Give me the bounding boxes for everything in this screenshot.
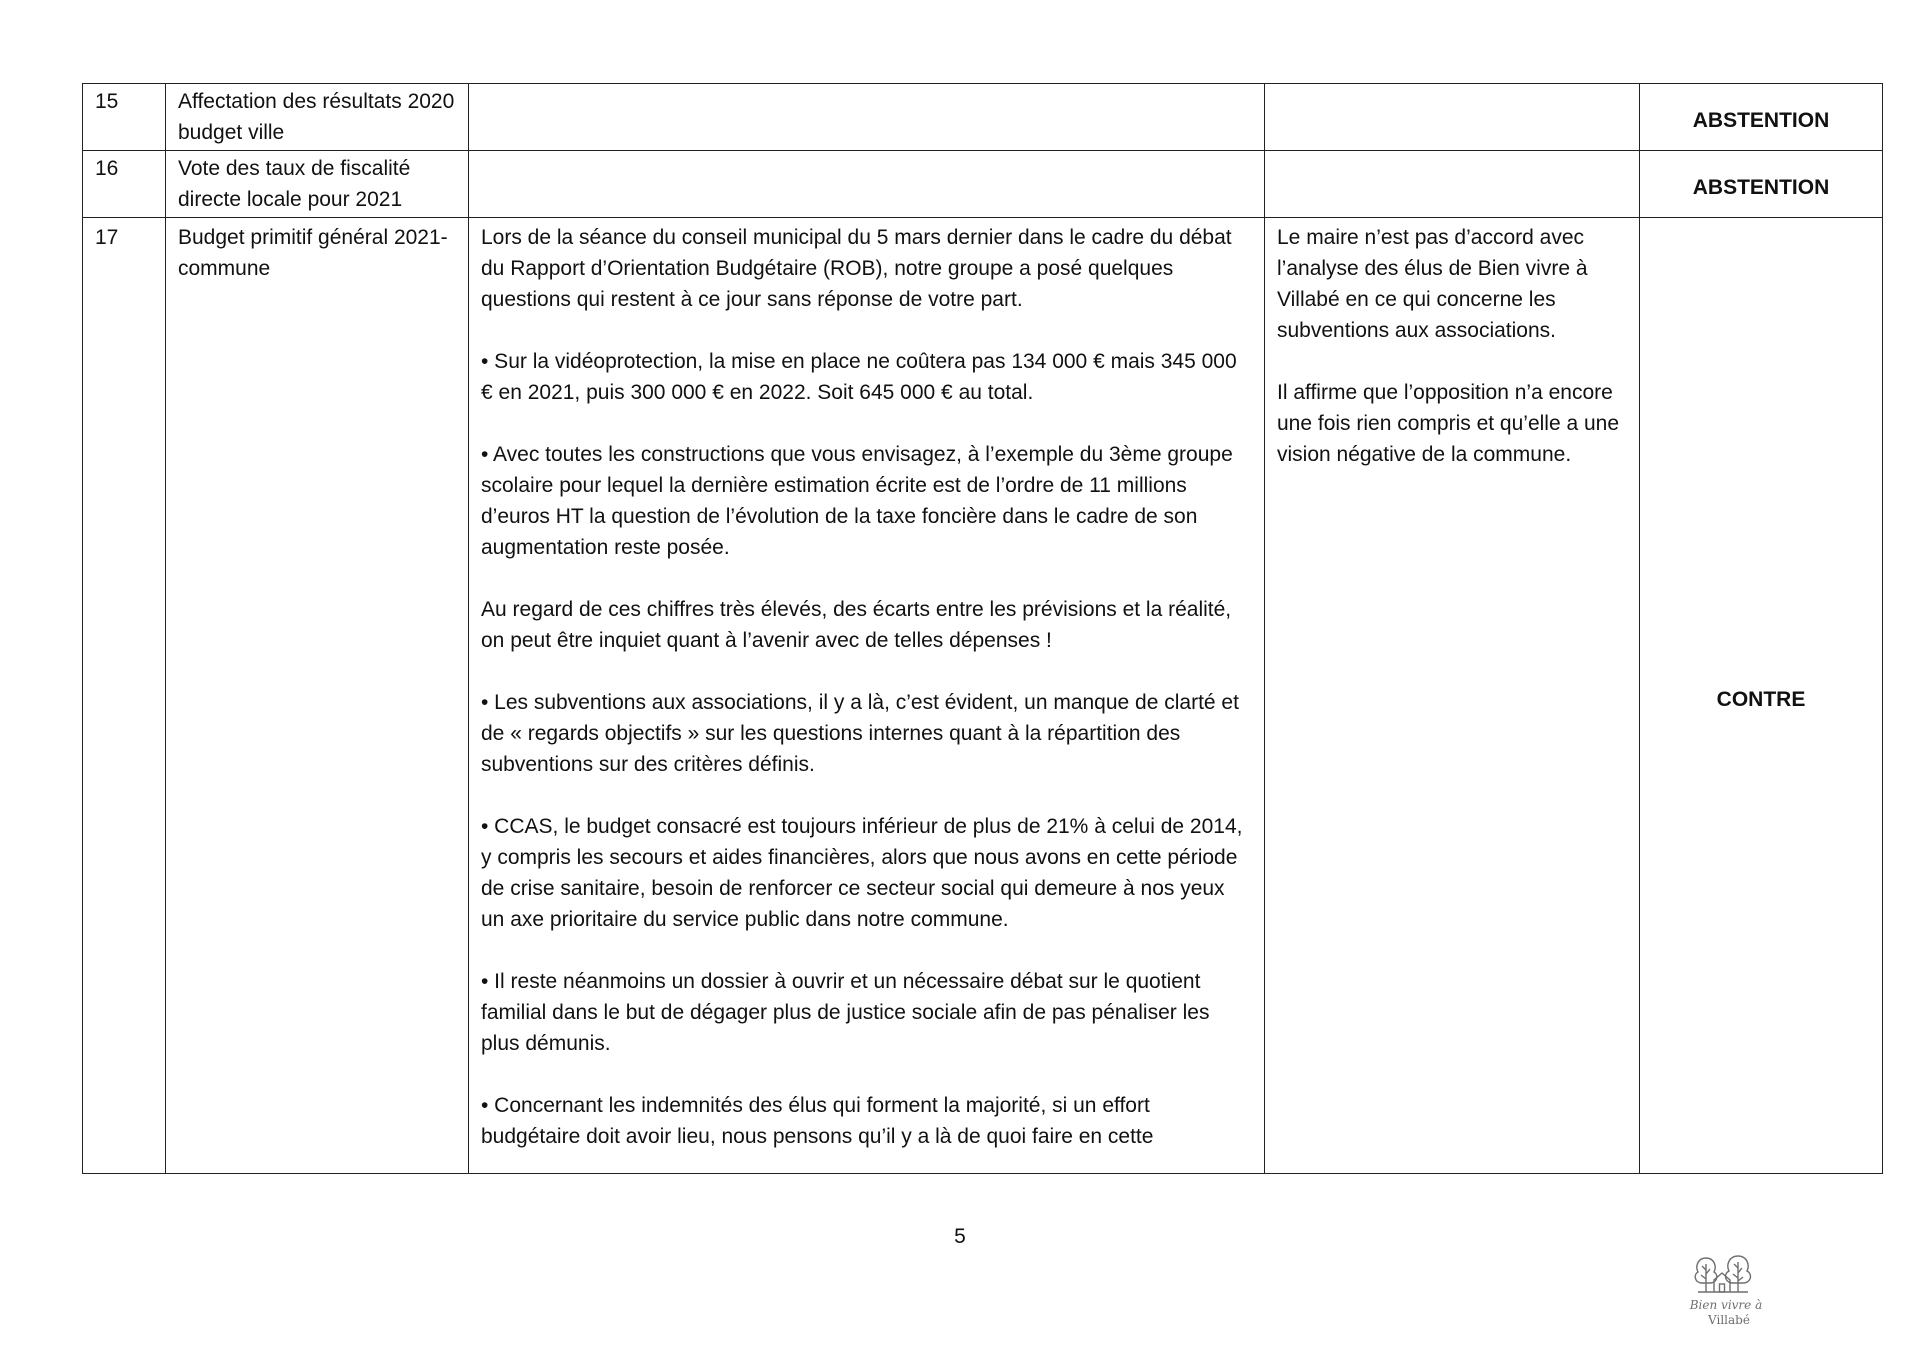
table-row <box>83 218 1883 1174</box>
row-subject: Vote des taux de fiscalité directe locale pour 2021 <box>166 151 469 218</box>
row-vote <box>1640 84 1883 151</box>
row-comment <box>469 84 1265 151</box>
row-vote <box>1640 151 1883 218</box>
comment-paragraph: • CCAS, le budget consacré est toujours inférieur de plus de 21% à celui de 2014, y compris les secours et aides financières, alors que nous avons en cette période de crise sanitaire, besoin de renforcer ce secteur social qui demeure à nos yeux un axe prioritaire du service public dans notre commune. <box>481 815 1249 931</box>
response-paragraph: Il affirme que l’opposition n’a encore une fois rien compris et qu’elle a une vision négative de la commune. <box>1277 381 1625 466</box>
comment-paragraph: Au regard de ces chiffres très élevés, des écarts entre les prévisions et la réalité, on peut être inquiet quant à l’avenir avec de telles dépenses ! <box>481 598 1237 652</box>
row-response <box>1265 151 1640 218</box>
row-subject: Budget primitif général 2021-commune <box>166 218 469 1174</box>
logo-text-line1: Bien vivre à <box>1689 1298 1763 1312</box>
comment-paragraph: • Sur la vidéoprotection, la mise en place ne coûtera pas 134 000 € mais 345 000 € en 2021, puis 300 000 € en 2022. Soit 645 000 € au total. <box>481 350 1243 404</box>
row-number: 17 <box>83 218 166 1174</box>
row-vote <box>1640 218 1883 1174</box>
row-response <box>1265 218 1640 1174</box>
page-number: 5 <box>954 1225 966 1248</box>
comment-paragraph: • Les subventions aux associations, il y a là, c’est évident, un manque de clarté et de « regards objectifs » sur les questions internes quant à la répartition des subventions sur des critères définis. <box>481 691 1245 776</box>
row-number: 15 <box>83 84 166 151</box>
table-row <box>83 151 1883 218</box>
row-subject: Affectation des résultats 2020 budget ville <box>166 84 469 151</box>
vote-label: CONTRE <box>1716 688 1806 711</box>
comment-paragraph: Lors de la séance du conseil municipal du 5 mars dernier dans le cadre du débat du Rapport d’Orientation Budgétaire (ROB), notre groupe a posé quelques questions qui restent à ce jour sans réponse de votre part. <box>481 226 1238 311</box>
comment-paragraph: • Avec toutes les constructions que vous envisagez, à l’exemple du 3ème groupe scolaire pour lequel la dernière estimation écrite est de l’ordre de 11 millions d’euros HT la question de l’évolution de la taxe foncière dans le cadre de son augmentation reste posée. <box>481 443 1239 559</box>
bien-vivre-logo <box>1676 1250 1776 1328</box>
comment-paragraph: • Il reste néanmoins un dossier à ouvrir et un nécessaire débat sur le quotient familial dans le but de dégager plus de justice sociale afin de pas pénaliser les plus démunis. <box>481 970 1216 1055</box>
vote-label: ABSTENTION <box>1692 108 1830 132</box>
row-number: 16 <box>83 151 166 218</box>
deliberations-table <box>82 83 1883 1174</box>
logo-text-line2: Villabé <box>1708 1313 1750 1327</box>
row-comment <box>469 218 1265 1174</box>
response-paragraph: Le maire n’est pas d’accord avec l’analyse des élus de Bien vivre à Villabé en ce qui concerne les subventions aux associations. <box>1277 226 1594 342</box>
row-comment <box>469 151 1265 218</box>
trees-house-logo-icon <box>1676 1250 1776 1328</box>
vote-label: ABSTENTION <box>1692 175 1830 199</box>
comment-paragraph: • Concernant les indemnités des élus qui forment la majorité, si un effort budgétaire doit avoir lieu, nous pensons qu’il y a là de quoi faire en cette <box>481 1094 1156 1148</box>
row-response <box>1265 84 1640 151</box>
table-row <box>83 84 1883 151</box>
